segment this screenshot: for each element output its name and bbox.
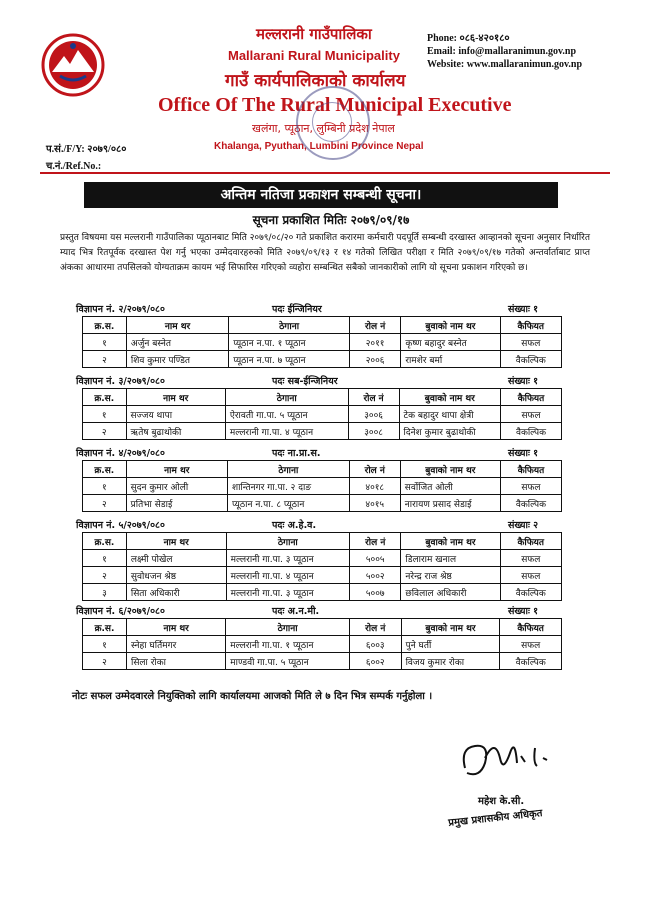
table-cell: ५००७ (349, 584, 400, 601)
result-table (82, 618, 562, 670)
table-cell: मल्लरानी गा.पा. ४ प्यूठान (226, 567, 349, 584)
post-name: पदः सब-ईन्जिनियर (272, 376, 338, 387)
post-name: पदः अ.न.मी. (272, 606, 320, 617)
table-cell: छविलाल अधिकारी (401, 584, 500, 601)
table-cell: मल्लरानी गा.पा. ४ प्यूठान (225, 423, 348, 440)
column-header: क्र.स. (83, 533, 127, 550)
column-header: रोल नं (349, 619, 401, 636)
result-section (76, 518, 562, 601)
table-cell: शिव कुमार पण्डित (126, 351, 228, 368)
column-header: बुवाको नाम थर (401, 619, 500, 636)
table-row (83, 423, 562, 440)
advertisement-number: विज्ञापन नं. ४/२०७९/०८० (76, 448, 165, 459)
table-cell: ऐरावती गा.पा. ५ प्यूठान (225, 406, 348, 423)
website-text: Website: www.mallaranimun.gov.np (427, 59, 583, 70)
table-cell: १ (83, 636, 127, 653)
table-cell: मल्लरानी गा.पा. ३ प्यूठान (226, 550, 349, 567)
signatory-name: महेश के.सी. (478, 796, 525, 807)
column-header: ठेगाना (227, 461, 349, 478)
table-cell: वैकल्पिक (500, 495, 561, 512)
table-cell: सफल (500, 550, 561, 567)
column-header: क्र.स. (83, 461, 127, 478)
table-cell: सफल (500, 334, 561, 351)
table-cell: सज्जय थापा (126, 406, 225, 423)
notice-paragraph: प्रस्तुत विषयमा यस मल्लरानी गाउँपालिका प्यूठानबाट मिति २०७९/०८/२० गते प्रकाशित करारमा कर्मचारी पदपूर्ति सम्बन्धी दरखास्त आव्हानको सूचना अनुसार निर्धारित म्याद भित्र रितपूर्वक दरखास्त पेश गर्नु भएका उम्मेदवारहरुको मिति २०७९/०९/१३ र १४ गतेको लिखित परीक्षा र मिति २०७९/०९/१७ गतेको अन्तर्वार्ताबाट प्राप्त अंकका आधारमा तपसिलको योग्यताक्रम कायम भई सिफारिस गरिएको व्यहोरा सम्बन्धित सबैको जानकारीको लागि यो सूचना प्रकाशन गरिएको छ। (60, 233, 590, 273)
nepal-emblem-logo (40, 32, 106, 98)
table-header-row (83, 533, 562, 550)
table-row (83, 584, 562, 601)
table-cell: नारायण प्रसाद सेडाई (400, 495, 500, 512)
result-table (82, 460, 562, 512)
table-cell: ६००२ (349, 653, 401, 670)
table-cell: ऋतेष बुढाथोकी (126, 423, 225, 440)
table-cell: ३००८ (348, 423, 399, 440)
advertisement-number: विज्ञापन नं. ३/२०७९/०८० (76, 376, 165, 387)
column-header: क्र.स. (83, 317, 127, 334)
table-cell: ३००६ (348, 406, 399, 423)
column-header: ठेगाना (226, 533, 349, 550)
table-cell: ३ (83, 584, 127, 601)
table-row (83, 334, 562, 351)
table-cell: शान्तिनगर गा.पा. २ दाङ (227, 478, 349, 495)
table-cell: २००६ (349, 351, 400, 368)
section-header (76, 604, 562, 618)
table-cell: सुदन कुमार ओली (126, 478, 227, 495)
column-header: ठेगाना (225, 389, 348, 406)
table-header-row (83, 461, 562, 478)
advertisement-number: विज्ञापन नं. ६/२०७९/०८० (76, 606, 165, 617)
column-header: नाम थर (127, 619, 226, 636)
table-cell: २ (83, 567, 127, 584)
phone-text: Phone: ०८६-४२०१८० (427, 33, 510, 44)
office-name-np: गाउँ कार्यपालिकाको कार्यालय (225, 71, 406, 91)
table-cell: रामशेर बर्मा (401, 351, 500, 368)
table-cell: वैकल्पिक (500, 351, 561, 368)
table-cell: १ (83, 334, 127, 351)
table-cell: डिलाराम खनाल (401, 550, 500, 567)
column-header: नाम थर (126, 533, 226, 550)
table-cell: प्यूठान न.पा. १ प्यूठान (229, 334, 350, 351)
vacancy-count: संख्याः १ (508, 448, 539, 459)
column-header: कैफियत (501, 389, 562, 406)
section-header (76, 302, 562, 316)
signatory-title: प्रमुख प्रशासकीय अधिकृत (447, 808, 543, 829)
municipality-name-en: Mallarani Rural Municipality (228, 48, 400, 63)
column-header: बुवाको नाम थर (401, 533, 500, 550)
publication-date: सूचना प्रकाशित मितिः २०७९/०९/१७ (252, 213, 410, 227)
column-header: कैफियत (500, 461, 561, 478)
vacancy-count: संख्याः १ (508, 304, 539, 315)
column-header: बुवाको नाम थर (399, 389, 500, 406)
address-en: Khalanga, Pyuthan, Lumbini Province Nepal (214, 141, 424, 152)
table-cell: लक्ष्मी पोखेल (126, 550, 226, 567)
column-header: रोल नं (349, 533, 400, 550)
result-table (82, 388, 562, 440)
table-row (83, 636, 562, 653)
table-row (83, 406, 562, 423)
vacancy-count: संख्याः १ (508, 606, 539, 617)
table-cell: मल्लरानी गा.पा. ३ प्यूठान (226, 584, 349, 601)
result-section (76, 604, 562, 670)
section-header (76, 446, 562, 460)
table-row (83, 495, 562, 512)
column-header: बुवाको नाम थर (401, 317, 500, 334)
notice-title: अन्तिम नतिजा प्रकाशन सम्बन्धी सूचना। (84, 182, 558, 208)
table-cell: ४०१५ (349, 495, 400, 512)
column-header: नाम थर (126, 389, 225, 406)
table-cell: प्यूठान न.पा. ७ प्यूठान (229, 351, 350, 368)
column-header: कैफियत (500, 317, 561, 334)
table-cell: २ (83, 423, 127, 440)
reference-number: च.नं./Ref.No.: (46, 161, 102, 172)
fiscal-year-ref: प.सं./F/Y: २०७९/०८० (46, 144, 127, 155)
table-cell: नरेन्द्र राज श्रेष्ठ (401, 567, 500, 584)
result-section (76, 302, 562, 368)
table-cell: टेक बहादुर थापा क्षेत्री (399, 406, 500, 423)
result-section (76, 374, 562, 440)
table-row (83, 653, 562, 670)
column-header: कैफियत (500, 619, 562, 636)
table-cell: वैकल्पिक (500, 653, 562, 670)
table-cell: २ (83, 653, 127, 670)
table-cell: १ (83, 478, 127, 495)
table-cell: स्नेहा घर्तिमगर (127, 636, 226, 653)
advertisement-number: विज्ञापन नं. ५/२०७९/०८० (76, 520, 165, 531)
column-header: ठेगाना (226, 619, 350, 636)
vacancy-count: संख्याः २ (508, 520, 539, 531)
table-cell: सफल (500, 478, 561, 495)
office-name-en: Office Of The Rural Municipal Executive (158, 94, 512, 116)
table-cell: सफल (500, 636, 562, 653)
result-section (76, 446, 562, 512)
column-header: रोल नं (348, 389, 399, 406)
column-header: कैफियत (500, 533, 561, 550)
table-cell: सुवोधजन श्रेष्ठ (126, 567, 226, 584)
table-cell: १ (83, 406, 127, 423)
table-header-row (83, 317, 562, 334)
table-cell: विजय कुमार रोका (401, 653, 500, 670)
column-header: बुवाको नाम थर (400, 461, 500, 478)
table-cell: सर्वोजित ओली (400, 478, 500, 495)
section-header (76, 518, 562, 532)
column-header: ठेगाना (229, 317, 350, 334)
table-row (83, 478, 562, 495)
table-cell: कृष्ण बहादुर बस्नेत (401, 334, 500, 351)
column-header: क्र.स. (83, 619, 127, 636)
table-cell: १ (83, 550, 127, 567)
table-row (83, 351, 562, 368)
section-header (76, 374, 562, 388)
table-cell: वैकल्पिक (500, 584, 561, 601)
table-cell: ४०१८ (349, 478, 400, 495)
table-cell: २०११ (349, 334, 400, 351)
vacancy-count: संख्याः १ (508, 376, 539, 387)
table-cell: मल्लरानी गा.पा. १ प्यूठान (226, 636, 350, 653)
contact-block (427, 32, 582, 71)
signature-image (455, 718, 565, 788)
post-name: पदः ईन्जिनियर (272, 304, 322, 315)
column-header: क्र.स. (83, 389, 127, 406)
column-header: नाम थर (126, 317, 228, 334)
table-cell: ५००२ (349, 567, 400, 584)
column-header: रोल नं (349, 317, 400, 334)
table-row (83, 550, 562, 567)
post-name: पदः अ.हे.व. (272, 520, 317, 531)
result-table (82, 532, 562, 601)
advertisement-number: विज्ञापन नं. २/२०७९/०८० (76, 304, 165, 315)
table-cell: प्रतिभा सेडाई (126, 495, 227, 512)
table-cell: सफल (500, 567, 561, 584)
table-header-row (83, 389, 562, 406)
table-row (83, 567, 562, 584)
table-cell: सफल (501, 406, 562, 423)
table-cell: सिता अधिकारी (126, 584, 226, 601)
table-cell: पुने घर्ती (401, 636, 500, 653)
post-name: पदः ना.प्रा.स. (272, 448, 321, 459)
table-cell: अर्जुन बस्नेत (126, 334, 228, 351)
table-cell: माण्डवी गा.पा. ५ प्यूठान (226, 653, 350, 670)
note-text: नोटः सफल उम्मेदवारले नियुक्तिको लागि कार्यालयमा आजको मिति ले ७ दिन भित्र सम्पर्क गर्नुहोला । (72, 691, 433, 702)
result-table (82, 316, 562, 368)
table-cell: प्यूठान न.पा. ८ प्यूठान (227, 495, 349, 512)
table-cell: ६००३ (349, 636, 401, 653)
table-cell: ५००५ (349, 550, 400, 567)
table-cell: २ (83, 351, 127, 368)
table-cell: सिला रोका (127, 653, 226, 670)
email-text: Email: info@mallaranimun.gov.np (427, 46, 577, 57)
column-header: रोल नं (349, 461, 400, 478)
header-divider (40, 172, 610, 174)
table-cell: दिनेश कुमार बुढाथोकी (399, 423, 500, 440)
table-cell: २ (83, 495, 127, 512)
address-np: खलंगा, प्यूठान, लुम्बिनी प्रदेश नेपाल (252, 122, 395, 135)
column-header: नाम थर (126, 461, 227, 478)
municipality-name-np: मल्लरानी गाउँपालिका (256, 25, 372, 43)
office-stamp (296, 86, 370, 160)
table-header-row (83, 619, 562, 636)
table-cell: वैकल्पिक (501, 423, 562, 440)
